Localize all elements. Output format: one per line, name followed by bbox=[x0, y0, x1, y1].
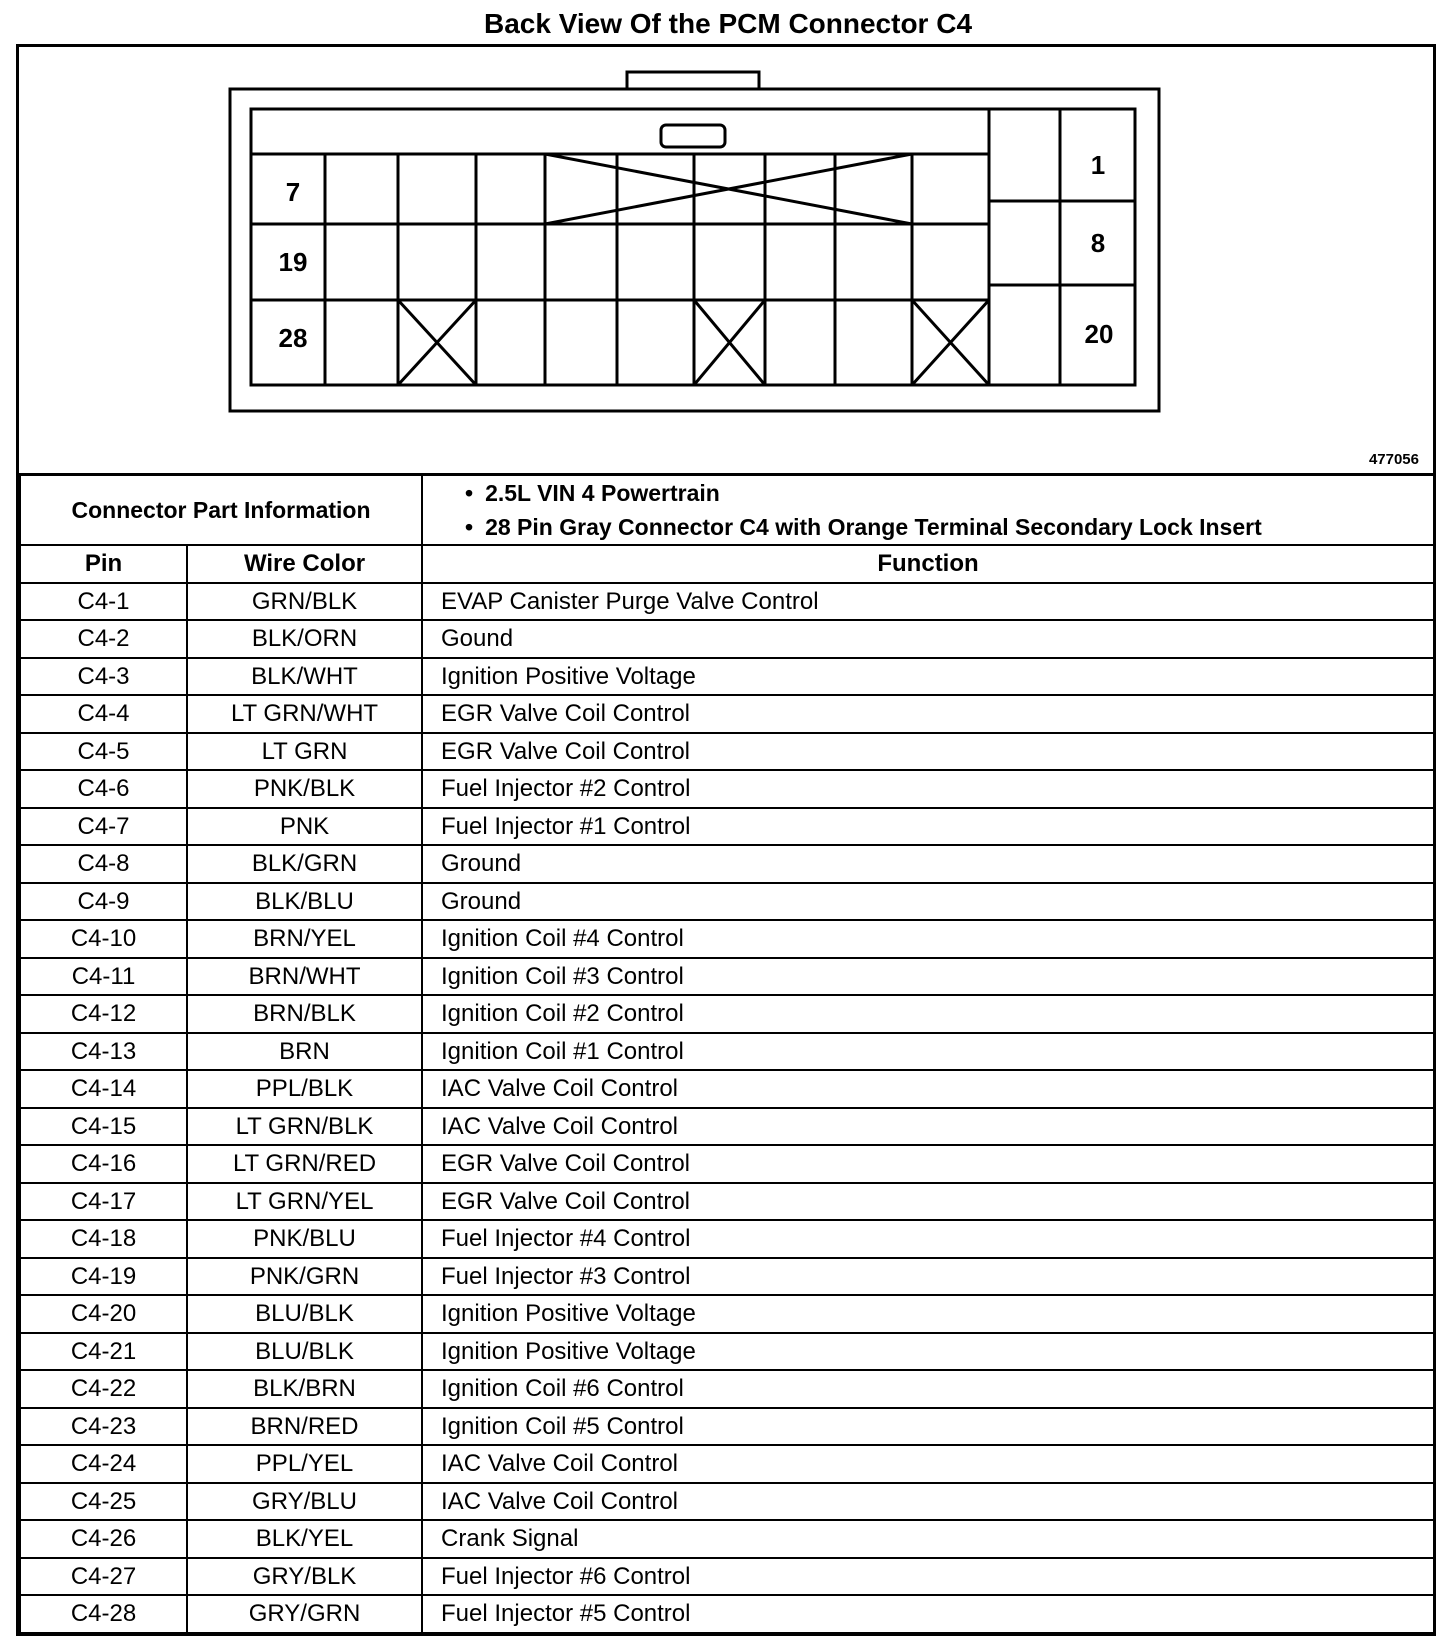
pin-cell: C4-25 bbox=[20, 1483, 187, 1521]
function-cell: Fuel Injector #1 Control bbox=[422, 808, 1434, 846]
pin-label: 1 bbox=[1090, 150, 1106, 180]
table-row bbox=[20, 1258, 1434, 1296]
connector-info-bullets bbox=[422, 475, 1434, 546]
pin-cell: C4-28 bbox=[20, 1595, 187, 1633]
pin-cell: C4-24 bbox=[20, 1445, 187, 1483]
pin-cell: C4-14 bbox=[20, 1070, 187, 1108]
wire-color-cell: PNK/GRN bbox=[187, 1258, 422, 1296]
wire-color-cell: BLK/YEL bbox=[187, 1520, 422, 1558]
function-cell: Ground bbox=[422, 845, 1434, 883]
connector-info-bullet: • 28 Pin Gray Connector C4 with Orange Terminal Secondary Lock Insert bbox=[465, 510, 1433, 544]
wire-color-cell: BLU/BLK bbox=[187, 1333, 422, 1371]
function-cell: Fuel Injector #4 Control bbox=[422, 1220, 1434, 1258]
function-cell: Ignition Positive Voltage bbox=[422, 1295, 1434, 1333]
pin-cell: C4-9 bbox=[20, 883, 187, 921]
table-row bbox=[20, 1483, 1434, 1521]
pin-cell: C4-21 bbox=[20, 1333, 187, 1371]
pin-label: 7 bbox=[285, 177, 301, 207]
table-row bbox=[20, 1370, 1434, 1408]
pin-cell: C4-20 bbox=[20, 1295, 187, 1333]
wire-color-cell: PNK bbox=[187, 808, 422, 846]
table-row bbox=[20, 808, 1434, 846]
table-row bbox=[20, 695, 1434, 733]
connector-info-bullet: • 2.5L VIN 4 Powertrain bbox=[465, 476, 1433, 510]
function-cell: Fuel Injector #5 Control bbox=[422, 1595, 1434, 1633]
function-cell: EGR Valve Coil Control bbox=[422, 733, 1434, 771]
wire-color-cell: GRY/BLK bbox=[187, 1558, 422, 1596]
connector-frame bbox=[16, 44, 1436, 1636]
function-cell: Ground bbox=[422, 883, 1434, 921]
function-cell: Ignition Coil #1 Control bbox=[422, 1033, 1434, 1071]
table-header-row bbox=[20, 545, 1434, 583]
function-cell: Ignition Coil #6 Control bbox=[422, 1370, 1434, 1408]
pin-cell: C4-10 bbox=[20, 920, 187, 958]
table-row bbox=[20, 1070, 1434, 1108]
connector-info-label: Connector Part Information bbox=[20, 475, 422, 546]
table-row bbox=[20, 1295, 1434, 1333]
wire-color-cell: BLK/BRN bbox=[187, 1370, 422, 1408]
wire-color-cell: LT GRN/WHT bbox=[187, 695, 422, 733]
pin-cell: C4-11 bbox=[20, 958, 187, 996]
wire-color-cell: LT GRN bbox=[187, 733, 422, 771]
pin-cell: C4-5 bbox=[20, 733, 187, 771]
wire-color-cell: PNK/BLU bbox=[187, 1220, 422, 1258]
wire-color-cell: BRN/RED bbox=[187, 1408, 422, 1446]
wire-color-cell: BRN/BLK bbox=[187, 995, 422, 1033]
table-row bbox=[20, 995, 1434, 1033]
pin-cell: C4-2 bbox=[20, 620, 187, 658]
function-cell: Ignition Coil #5 Control bbox=[422, 1408, 1434, 1446]
header-wire-color: Wire Color bbox=[187, 545, 422, 583]
pin-cell: C4-6 bbox=[20, 770, 187, 808]
function-cell: Fuel Injector #3 Control bbox=[422, 1258, 1434, 1296]
function-cell: Ignition Positive Voltage bbox=[422, 658, 1434, 696]
pin-cell: C4-7 bbox=[20, 808, 187, 846]
pin-cell: C4-26 bbox=[20, 1520, 187, 1558]
table-row bbox=[20, 620, 1434, 658]
wire-color-cell: BRN bbox=[187, 1033, 422, 1071]
figure-id: 477056 bbox=[1368, 451, 1419, 468]
wire-color-cell: GRY/GRN bbox=[187, 1595, 422, 1633]
table-row bbox=[20, 583, 1434, 621]
table-row bbox=[20, 770, 1434, 808]
pin-label: 28 bbox=[278, 323, 308, 353]
wire-color-cell: BRN/YEL bbox=[187, 920, 422, 958]
pin-cell: C4-8 bbox=[20, 845, 187, 883]
table-row bbox=[20, 1520, 1434, 1558]
function-cell: Gound bbox=[422, 620, 1434, 658]
page-title: Back View Of the PCM Connector C4 bbox=[483, 8, 973, 39]
wire-color-cell: PPL/YEL bbox=[187, 1445, 422, 1483]
pin-cell: C4-22 bbox=[20, 1370, 187, 1408]
wire-color-cell: BLK/WHT bbox=[187, 658, 422, 696]
wire-color-cell: LT GRN/YEL bbox=[187, 1183, 422, 1221]
wire-color-cell: BRN/WHT bbox=[187, 958, 422, 996]
table-row bbox=[20, 1220, 1434, 1258]
pin-label: 19 bbox=[278, 247, 308, 277]
header-pin: Pin bbox=[20, 545, 187, 583]
pin-cell: C4-13 bbox=[20, 1033, 187, 1071]
function-cell: IAC Valve Coil Control bbox=[422, 1070, 1434, 1108]
function-cell: Fuel Injector #2 Control bbox=[422, 770, 1434, 808]
latch-slot bbox=[661, 125, 725, 147]
pin-cell: C4-3 bbox=[20, 658, 187, 696]
pin-cell: C4-27 bbox=[20, 1558, 187, 1596]
wire-color-cell: BLK/ORN bbox=[187, 620, 422, 658]
function-cell: EGR Valve Coil Control bbox=[422, 1183, 1434, 1221]
pin-cell: C4-19 bbox=[20, 1258, 187, 1296]
table-row bbox=[20, 1408, 1434, 1446]
wire-color-cell: PPL/BLK bbox=[187, 1070, 422, 1108]
connector-tab bbox=[627, 72, 759, 89]
wire-color-cell: PNK/BLK bbox=[187, 770, 422, 808]
table-row bbox=[20, 920, 1434, 958]
connector-drawing bbox=[19, 47, 1433, 473]
function-cell: IAC Valve Coil Control bbox=[422, 1445, 1434, 1483]
pin-cell: C4-23 bbox=[20, 1408, 187, 1446]
function-cell: IAC Valve Coil Control bbox=[422, 1108, 1434, 1146]
pin-cell: C4-12 bbox=[20, 995, 187, 1033]
table-row bbox=[20, 1145, 1434, 1183]
wire-color-cell: LT GRN/RED bbox=[187, 1145, 422, 1183]
wire-color-cell: BLU/BLK bbox=[187, 1295, 422, 1333]
connector-diagram bbox=[19, 47, 1433, 473]
function-cell: Ignition Positive Voltage bbox=[422, 1333, 1434, 1371]
wire-color-cell: GRY/BLU bbox=[187, 1483, 422, 1521]
table-row bbox=[20, 845, 1434, 883]
table-row bbox=[20, 733, 1434, 771]
table-row bbox=[20, 1033, 1434, 1071]
wire-color-cell: GRN/BLK bbox=[187, 583, 422, 621]
pin-cell: C4-18 bbox=[20, 1220, 187, 1258]
table-row bbox=[20, 1445, 1434, 1483]
function-cell: Ignition Coil #4 Control bbox=[422, 920, 1434, 958]
connector-info-row bbox=[20, 475, 1434, 546]
table-row bbox=[20, 1595, 1434, 1633]
function-cell: IAC Valve Coil Control bbox=[422, 1483, 1434, 1521]
table-row bbox=[20, 883, 1434, 921]
function-cell: Ignition Coil #3 Control bbox=[422, 958, 1434, 996]
function-cell: Ignition Coil #2 Control bbox=[422, 995, 1434, 1033]
function-cell: EVAP Canister Purge Valve Control bbox=[422, 583, 1434, 621]
table-row bbox=[20, 958, 1434, 996]
wire-color-cell: BLK/BLU bbox=[187, 883, 422, 921]
pin-cell: C4-15 bbox=[20, 1108, 187, 1146]
table-row bbox=[20, 1558, 1434, 1596]
pin-cell: C4-17 bbox=[20, 1183, 187, 1221]
function-cell: EGR Valve Coil Control bbox=[422, 1145, 1434, 1183]
function-cell: EGR Valve Coil Control bbox=[422, 695, 1434, 733]
table-row bbox=[20, 1108, 1434, 1146]
table-row bbox=[20, 1333, 1434, 1371]
pin-cell: C4-16 bbox=[20, 1145, 187, 1183]
pinout-table bbox=[19, 473, 1435, 1634]
pin-label: 8 bbox=[1090, 228, 1106, 258]
function-cell: Fuel Injector #6 Control bbox=[422, 1558, 1434, 1596]
pin-cell: C4-1 bbox=[20, 583, 187, 621]
header-function: Function bbox=[422, 545, 1434, 583]
table-row bbox=[20, 1183, 1434, 1221]
pin-label: 20 bbox=[1084, 319, 1114, 349]
wire-color-cell: LT GRN/BLK bbox=[187, 1108, 422, 1146]
table-row bbox=[20, 658, 1434, 696]
wire-color-cell: BLK/GRN bbox=[187, 845, 422, 883]
pin-cell: C4-4 bbox=[20, 695, 187, 733]
function-cell: Crank Signal bbox=[422, 1520, 1434, 1558]
